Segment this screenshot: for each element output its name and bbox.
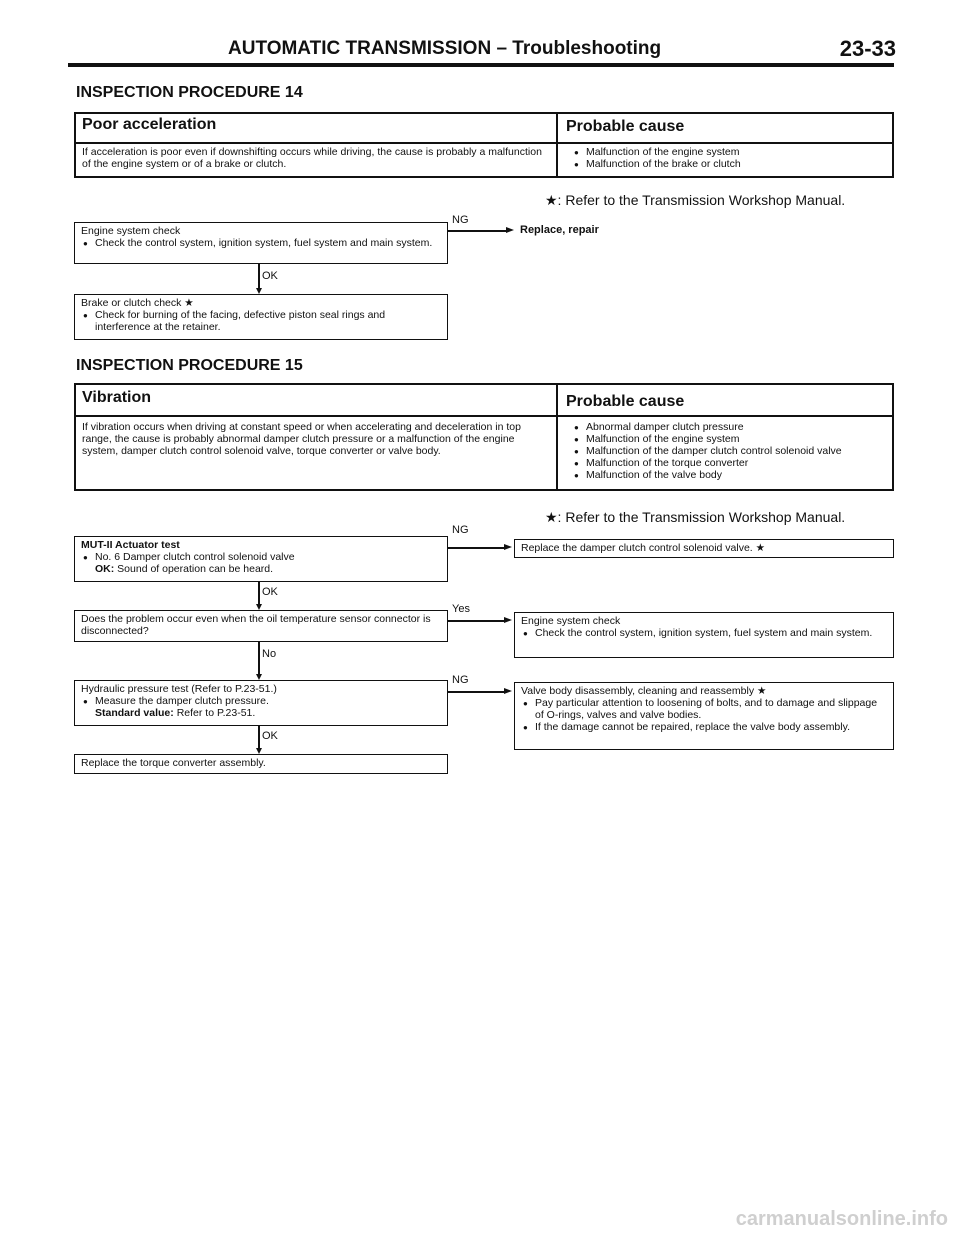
proc15-note: ★: Refer to the Transmission Workshop Manual.: [545, 509, 846, 525]
step1-ok-text: Sound of operation can be heard.: [117, 563, 274, 575]
proc14-note: ★: Refer to the Transmission Workshop Manual.: [545, 192, 846, 208]
cause-item: ● Malfunction of the engine system: [586, 146, 882, 158]
proc15-cause-header: Probable cause: [566, 393, 685, 410]
header-rule: [68, 63, 894, 67]
step2-item: ● Check for burning of the facing, defective piston seal rings and interference at the retainer.: [95, 309, 441, 333]
cause-item: ● Abnormal damper clutch pressure: [586, 421, 890, 433]
proc14-symptom: Poor acceleration: [82, 116, 217, 133]
proc14-step1: [74, 222, 448, 264]
proc15-heading: INSPECTION PROCEDURE 15: [76, 357, 303, 374]
proc15-step2-yes-label: Yes: [452, 603, 470, 615]
step1-item: ● Check the control system, ignition system, fuel system and main system.: [95, 237, 441, 249]
proc14-description: If acceleration is poor even if downshifting occurs while driving, the cause is probably a malfunction of the engine system or of a brake or clutch.: [82, 146, 542, 170]
step1-ng-action: Replace the damper clutch control solenoid valve. ★: [521, 542, 766, 554]
proc15-step4: [74, 754, 448, 774]
proc14-step2: [74, 294, 448, 340]
step1-item: ● No. 6 Damper clutch control solenoid valve: [95, 551, 441, 563]
step3-std-key: Standard value:: [95, 707, 174, 719]
step1-ok-key: OK:: [95, 563, 115, 575]
cause-item: ● Malfunction of the damper clutch control solenoid valve: [586, 445, 890, 457]
step2-title: Brake or clutch check ★: [81, 297, 194, 309]
step2-yes-item: ● Check the control system, ignition system, fuel system and main system.: [535, 627, 887, 639]
page-number: 23-33: [839, 36, 896, 61]
step3-item: ● Measure the damper clutch pressure.: [95, 695, 441, 707]
proc15-step2: [74, 610, 448, 642]
step3-ng-item: ● If the damage cannot be repaired, replace the valve body assembly.: [535, 721, 887, 733]
proc15-symptom: Vibration: [82, 389, 152, 406]
proc15-step3-ng-label: NG: [452, 674, 469, 686]
step2-question: Does the problem occur even when the oil temperature sensor connector is disconnected?: [81, 613, 431, 637]
page-title: AUTOMATIC TRANSMISSION – Troubleshooting: [228, 38, 662, 59]
step3-std-text: Refer to P.23-51.: [176, 707, 256, 719]
watermark: carmanualsonline.info: [735, 1208, 948, 1230]
step3-ng-title: Valve body disassembly, cleaning and reassembly ★: [521, 685, 767, 697]
proc14-ng-label: NG: [452, 214, 469, 226]
proc14-table: [74, 112, 894, 178]
step2-yes-title: Engine system check: [521, 615, 621, 627]
step3-title: Hydraulic pressure test (Refer to P.23-51.): [81, 683, 277, 695]
proc15-step1-ng-label: NG: [452, 524, 469, 536]
proc14-cause-header: Probable cause: [566, 118, 685, 135]
step1-title: MUT-II Actuator test: [81, 539, 180, 551]
step1-title: Engine system check: [81, 225, 181, 237]
step3-ng-item: ● Pay particular attention to loosening of bolts, and to damage and slippage of O-rings, valves and valve bodies.: [535, 697, 887, 721]
proc14-heading: INSPECTION PROCEDURE 14: [76, 84, 303, 101]
cause-item: ● Malfunction of the engine system: [586, 433, 890, 445]
proc15-causes: [572, 421, 890, 481]
proc15-step2-yes-box: [514, 612, 894, 658]
cause-item: ● Malfunction of the valve body: [586, 469, 890, 481]
proc14-causes: [572, 146, 882, 170]
proc14-ng-action: Replace, repair: [520, 224, 599, 236]
proc15-step3: [74, 680, 448, 726]
proc15-description: If vibration occurs when driving at constant speed or when accelerating and deceleration in top range, the cause is probably abnormal damper clutch pressure or a malfunction of the engine system, damper clutch control solenoid valve, torque converter or valve body.: [82, 421, 521, 457]
step4-text: Replace the torque converter assembly.: [81, 757, 266, 769]
proc15-step1-ng-box: [514, 539, 894, 558]
proc15-step3-ok-label: OK: [262, 730, 278, 742]
proc15-step1: [74, 536, 448, 582]
proc15-table: [74, 383, 894, 491]
cause-item: ● Malfunction of the brake or clutch: [586, 158, 882, 170]
cause-item: ● Malfunction of the torque converter: [586, 457, 890, 469]
proc15-step3-ng-box: [514, 682, 894, 750]
proc15-step1-ok-label: OK: [262, 586, 278, 598]
proc15-step2-no-label: No: [262, 648, 277, 660]
proc14-ok-label: OK: [262, 270, 278, 282]
